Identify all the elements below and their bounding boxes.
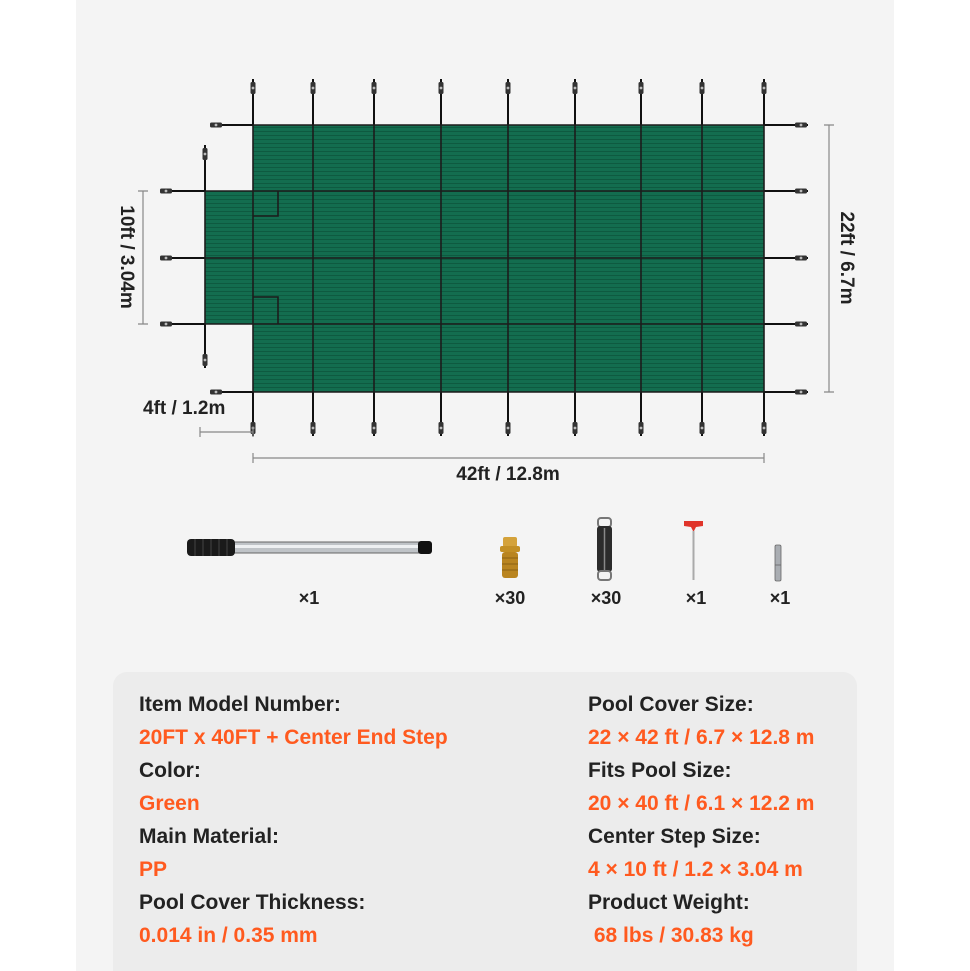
dim-line-step-width: [200, 427, 253, 437]
strap: [764, 189, 808, 194]
strap: [439, 79, 444, 125]
strap: [700, 79, 705, 125]
strap: [506, 79, 511, 125]
spec-value-weight: 68 lbs / 30.83 kg: [588, 924, 754, 947]
strap: [639, 79, 644, 125]
strap: [762, 392, 767, 436]
cover-height-label: 22ft / 6.7m: [836, 211, 857, 305]
spec-value-material: PP: [139, 858, 168, 881]
strap: [160, 189, 205, 194]
strap: [160, 322, 205, 327]
strap: [506, 392, 511, 436]
spec-value-thickness: 0.014 in / 0.35 mm: [139, 924, 318, 947]
strap: [372, 392, 377, 436]
spec-value-model: 20FT x 40FT + Center End Step: [139, 726, 448, 749]
rod-quantity: ×1: [298, 588, 320, 608]
spec-label-model: Item Model Number:: [139, 693, 341, 716]
strap: [764, 256, 808, 261]
strap: [210, 390, 253, 395]
strap: [203, 145, 208, 191]
spring-icon: [597, 518, 612, 580]
spec-label-cover-size: Pool Cover Size:: [588, 693, 754, 716]
spec-label-fits-pool: Fits Pool Size:: [588, 759, 732, 782]
dim-line-cover-length: [253, 453, 764, 463]
spec-label-thickness: Pool Cover Thickness:: [139, 891, 366, 914]
strap: [762, 79, 767, 125]
anchor-quantity: ×30: [494, 588, 526, 608]
dim-line-step-height: [138, 191, 148, 324]
strap: [764, 322, 808, 327]
strap: [372, 79, 377, 125]
drill-quantity: ×1: [685, 588, 707, 608]
strap: [160, 256, 205, 261]
strap: [573, 392, 578, 436]
strap: [311, 392, 316, 436]
spec-value-color: Green: [139, 792, 200, 815]
strap: [311, 79, 316, 125]
spring-quantity: ×30: [590, 588, 622, 608]
strap: [203, 324, 208, 368]
spec-card: [113, 672, 857, 971]
hex-key-icon: [775, 545, 781, 581]
spec-label-step-size: Center Step Size:: [588, 825, 761, 848]
drill-tool-icon: [684, 521, 703, 580]
dim-line-cover-height: [824, 125, 834, 392]
spec-label-material: Main Material:: [139, 825, 280, 848]
strap: [764, 390, 808, 395]
installation-rod-icon: [187, 539, 432, 556]
spec-label-color: Color:: [139, 759, 201, 782]
spec-label-weight: Product Weight:: [588, 891, 750, 914]
strap: [573, 79, 578, 125]
spec-column-right: [588, 688, 814, 952]
strap: [700, 392, 705, 436]
strap: [251, 79, 256, 125]
strap: [210, 123, 253, 128]
step-height-label: 10ft / 3.04m: [116, 205, 137, 309]
hexkey-quantity: ×1: [769, 588, 791, 608]
spec-value-fits-pool: 20 × 40 ft / 6.1 × 12.2 m: [588, 792, 815, 815]
spec-value-step-size: 4 × 10 ft / 1.2 × 3.04 m: [588, 858, 803, 881]
strap: [439, 392, 444, 436]
strap: [764, 123, 808, 128]
spec-value-cover-size: 22 × 42 ft / 6.7 × 12.8 m: [588, 726, 815, 749]
strap: [639, 392, 644, 436]
cover-length-label: 42ft / 12.8m: [456, 464, 560, 485]
brass-anchor-icon: [500, 537, 520, 578]
spec-column-left: [139, 688, 448, 952]
step-width-label: 4ft / 1.2m: [143, 398, 226, 419]
